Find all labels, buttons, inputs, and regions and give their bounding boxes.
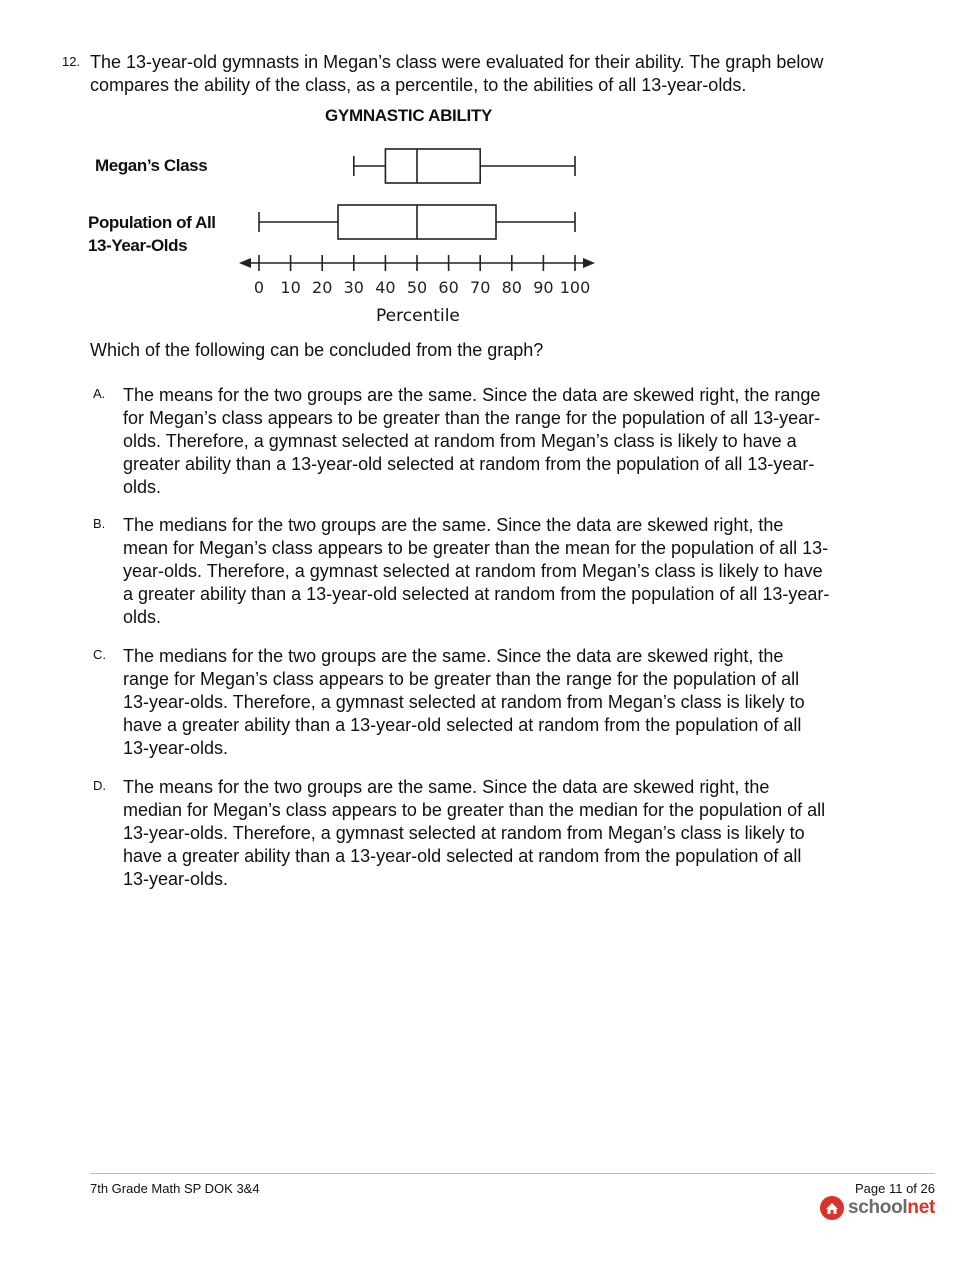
box-iqr-megan bbox=[385, 149, 480, 183]
axis-tick-label: 100 bbox=[559, 278, 591, 297]
axis-tick-label: 30 bbox=[343, 278, 364, 297]
choice-text: The medians for the two groups are the same. Since the data are skewed right, the mean for Megan’s class appears to be greater than the mean for the population of all 13-year-olds. Therefore, a gymnast selected at random from Megan’s class is likely to have a greater ability than a 13-year-old selected at random from the population of all 13-year-olds. bbox=[123, 515, 830, 627]
series-label-population-line2: 13-Year-Olds bbox=[88, 236, 188, 255]
choice-c[interactable] bbox=[90, 645, 830, 760]
schoolnet-logo bbox=[820, 1196, 935, 1220]
choice-b[interactable] bbox=[90, 514, 830, 629]
footer-page-number: Page 11 of 26 bbox=[855, 1181, 935, 1196]
choice-text: The means for the two groups are the same. Since the data are skewed right, the range for Megan’s class appears to be greater than the range for the population of all 13-year-olds. Therefore, a gymnast selected at random from Megan’s class is likely to have a greater ability than a 13-year-old selected at random from the population of all 13-year-olds. bbox=[123, 385, 821, 497]
axis-tick-label: 70 bbox=[470, 278, 491, 297]
axis-tick-label: 10 bbox=[280, 278, 301, 297]
axis-tick-label: 20 bbox=[312, 278, 333, 297]
axis-tick-label: 80 bbox=[501, 278, 522, 297]
boxplot-figure bbox=[80, 100, 620, 340]
axis-arrow-left-icon bbox=[239, 258, 251, 268]
boxplot-svg bbox=[80, 100, 620, 340]
x-axis-label: Percentile bbox=[376, 306, 460, 326]
axis-arrow-right-icon bbox=[583, 258, 595, 268]
choice-a[interactable] bbox=[90, 384, 830, 499]
logo-wordmark-b: net bbox=[907, 1197, 935, 1218]
question-stem: The 13-year-old gymnasts in Megan’s class were evaluated for their ability. The graph below compares the ability of the class, as a percentile, to the abilities of all 13-year-olds. bbox=[90, 52, 824, 95]
axis-tick-label: 90 bbox=[533, 278, 554, 297]
question-number: 12. bbox=[62, 54, 81, 69]
choice-d[interactable] bbox=[90, 776, 830, 891]
axis-tick-label: 60 bbox=[438, 278, 459, 297]
axis-tick-label: 50 bbox=[406, 278, 428, 297]
question-prompt: Which of the following can be concluded from the graph? bbox=[90, 340, 544, 360]
axis-tick-label: 0 bbox=[253, 278, 265, 297]
choice-letter: C. bbox=[93, 647, 106, 662]
series-label-megan: Megan’s Class bbox=[95, 156, 208, 175]
choice-letter: B. bbox=[93, 516, 106, 531]
choice-text: The means for the two groups are the same. Since the data are skewed right, the median for Megan’s class appears to be greater than the median for the population of all 13-year-olds. Therefore, a gymnast selected at random from Megan’s class is likely to have a greater ability than a 13-year-old selected at random from the population of all 13-year-olds. bbox=[123, 777, 826, 889]
choice-letter: A. bbox=[93, 386, 106, 401]
choice-text: The medians for the two groups are the same. Since the data are skewed right, the range for Megan’s class appears to be greater than the range for the population of all 13-year-olds. Therefore, a gymnast selected at random from Megan’s class is likely to have a greater ability than a 13-year-old selected at random from the population of all 13-year-olds. bbox=[123, 646, 805, 758]
chart-title: GYMNASTIC ABILITY bbox=[325, 106, 493, 125]
logo-wordmark-a: school bbox=[847, 1197, 908, 1218]
footer-course-title: 7th Grade Math SP DOK 3&4 bbox=[90, 1181, 260, 1196]
series-label-population-line1: Population of All bbox=[88, 213, 216, 232]
house-icon bbox=[820, 1196, 844, 1220]
choice-letter: D. bbox=[93, 778, 106, 793]
axis-tick-label: 40 bbox=[375, 278, 396, 297]
footer-divider bbox=[90, 1173, 935, 1174]
logo-wordmark bbox=[848, 1197, 935, 1219]
